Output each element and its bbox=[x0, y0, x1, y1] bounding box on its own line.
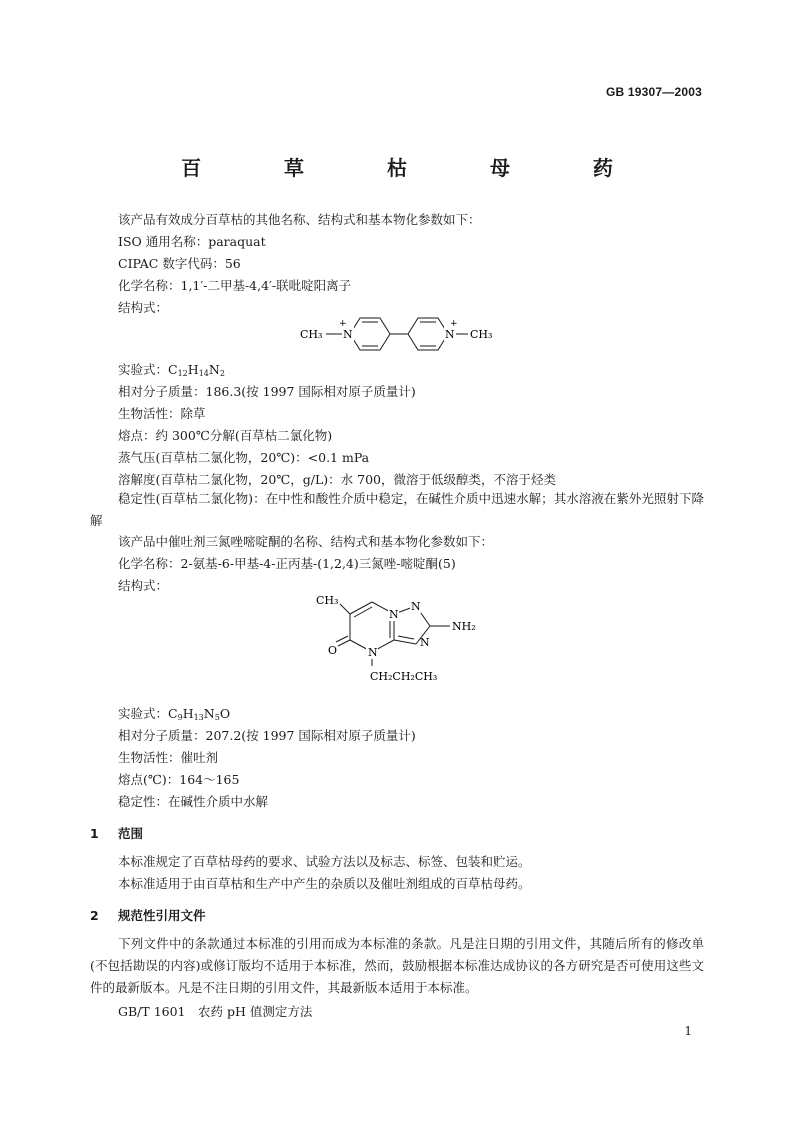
paraquat-right-methyl: CH₃ bbox=[470, 328, 493, 341]
emetic-propyl-n: N bbox=[368, 646, 378, 659]
emetic-ring-n-b: N bbox=[411, 600, 421, 613]
paraquat-solubility: 溶解度(百草枯二氯化物，20℃，g/L)：水 700，微溶于低级醇类，不溶于烃类 bbox=[118, 472, 556, 487]
emetic-amino-group: NH₂ bbox=[452, 620, 476, 633]
paraquat-chemical-name: 化学名称：1,1′-二甲基-4,4′-联吡啶阳离子 bbox=[118, 278, 352, 293]
emetic-ring-n-c: N bbox=[420, 636, 430, 649]
page-number: 1 bbox=[684, 1024, 692, 1038]
paraquat-cipac: CIPAC 数字代码：56 bbox=[118, 256, 241, 271]
emetic-methyl-group: CH₃ bbox=[316, 594, 339, 607]
document-title: 百 草 枯 母 药 bbox=[181, 156, 651, 180]
standard-number: GB 19307—2003 bbox=[606, 85, 702, 99]
paraquat-left-methyl: CH₃ bbox=[300, 328, 323, 341]
emetic-intro: 该产品中催吐剂三氮唑嘧啶酮的名称、结构式和基本物化参数如下： bbox=[118, 534, 494, 549]
section-1-paragraph-2: 本标准适用于由百草枯和生产中产生的杂质以及催吐剂组成的百草枯母药。 bbox=[118, 876, 531, 891]
emetic-chemical-name: 化学名称：2-氨基-6-甲基-4-正丙基-(1,2,4)三氮唑-嘧啶酮(5) bbox=[118, 556, 456, 571]
section-2-heading: 2 规范性引用文件 bbox=[90, 908, 206, 923]
paraquat-melting-point: 熔点：约 300℃分解(百草枯二氯化物) bbox=[118, 428, 333, 443]
paraquat-bioactivity: 生物活性：除草 bbox=[118, 406, 206, 421]
section-2-reference-1: GB/T 1601 农药 pH 值测定方法 bbox=[118, 1004, 313, 1019]
emetic-structure-diagram bbox=[310, 592, 490, 684]
emetic-formula: 实验式：$C_9H_{13}N_5O$ bbox=[118, 706, 231, 722]
emetic-molecular-mass: 相对分子质量：207.2(按 1997 国际相对原子质量计) bbox=[118, 728, 416, 743]
paraquat-left-n: N bbox=[343, 328, 353, 341]
paraquat-right-n: N bbox=[445, 328, 455, 341]
paraquat-vapor-pressure: 蒸气压(百草枯二氯化物，20℃)：<0.1 mPa bbox=[118, 450, 370, 465]
section-2-paragraph-1: 下列文件中的条款通过本标准的引用而成为本标准的条款。凡是注日期的引用文件，其随后所有的修改单(不包括勘误的内容)或修订版均不适用于本标准，然而，鼓励根据本标准达成协议的各方研究是否可使用这些文件的最新版本。凡是不注日期的引用文件，其最新版本适用于本标准。 bbox=[90, 936, 704, 995]
emetic-propyl-group: CH₂CH₂CH₃ bbox=[370, 670, 438, 683]
paraquat-right-charge: + bbox=[450, 319, 458, 329]
emetic-structure-label: 结构式： bbox=[118, 578, 169, 593]
paraquat-stability: 稳定性(百草枯二氯化物)：在中性和酸性介质中稳定，在碱性介质中迅速水解；其水溶液在紫外光照射下降解 bbox=[90, 491, 704, 528]
paraquat-structure-diagram bbox=[290, 312, 510, 358]
section-1-heading: 1 范围 bbox=[90, 826, 144, 841]
emetic-bioactivity: 生物活性：催吐剂 bbox=[118, 750, 219, 765]
paraquat-intro: 该产品有效成分百草枯的其他名称、结构式和基本物化参数如下： bbox=[118, 212, 481, 227]
emetic-stability: 稳定性：在碱性介质中水解 bbox=[118, 794, 269, 809]
section-1-paragraph-1: 本标准规定了百草枯母药的要求、试验方法以及标志、标签、包装和贮运。 bbox=[118, 854, 531, 869]
paraquat-structure-label: 结构式： bbox=[118, 300, 169, 315]
emetic-carbonyl-oxygen: O bbox=[328, 644, 338, 657]
paraquat-iso-name: ISO 通用名称：paraquat bbox=[118, 234, 266, 249]
paraquat-molecular-mass: 相对分子质量：186.3(按 1997 国际相对原子质量计) bbox=[118, 384, 416, 399]
emetic-ring-n-a: N bbox=[389, 608, 399, 621]
emetic-melting-point: 熔点(℃)：164～165 bbox=[118, 772, 240, 787]
paraquat-formula: 实验式：$C_{12}H_{14}N_2$ bbox=[118, 362, 225, 378]
paraquat-left-charge: + bbox=[339, 319, 347, 329]
